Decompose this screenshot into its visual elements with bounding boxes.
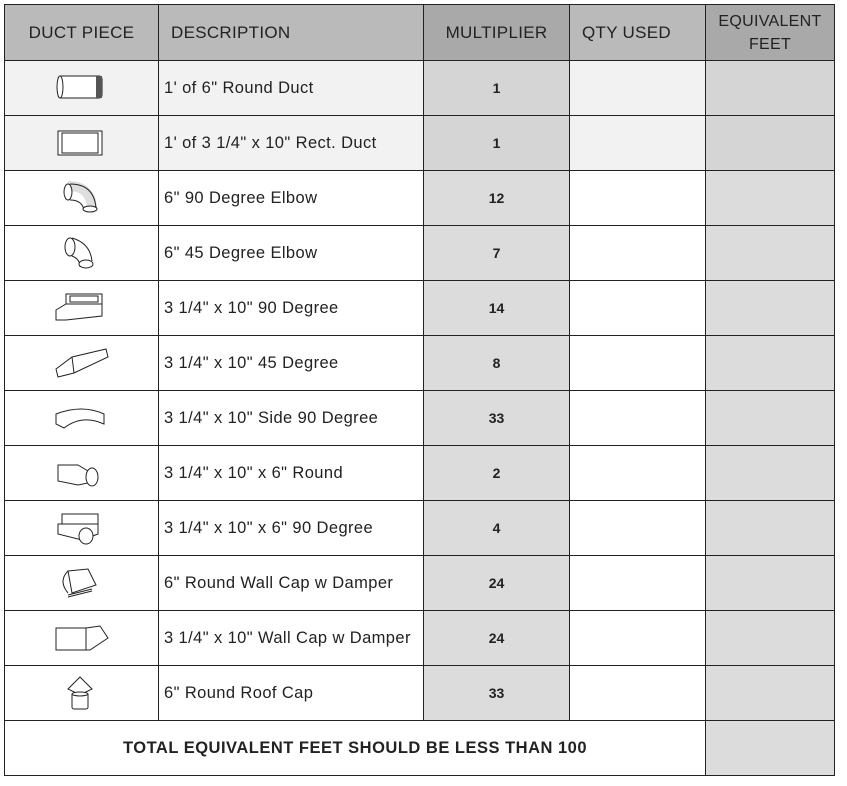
duct-piece-cell [5,171,159,226]
table-row [5,391,835,446]
duct-piece-cell [5,391,159,446]
total-equivalent-feet-cell[interactable] [706,721,835,776]
equivalent-feet-cell[interactable] [706,336,835,391]
description-cell: 6" 90 Degree Elbow [159,171,424,226]
table-row [5,116,835,171]
multiplier-cell: 24 [424,611,570,666]
multiplier-cell: 8 [424,336,570,391]
equivalent-feet-cell[interactable] [706,611,835,666]
table-row [5,556,835,611]
header-equivalent-feet [706,5,835,61]
description-cell: 3 1/4" x 10" Wall Cap w Damper [159,611,424,666]
equivalent-feet-cell[interactable] [706,61,835,116]
equivalent-feet-cell[interactable] [706,226,835,281]
qty-used-cell[interactable] [570,336,706,391]
rect-elbow-45-icon [52,354,112,371]
header-equivalent-line2: FEET [748,35,792,53]
equivalent-feet-cell[interactable] [706,391,835,446]
rect-elbow-90-icon [52,299,112,316]
duct-piece-cell [5,336,159,391]
description-cell: 6" 45 Degree Elbow [159,226,424,281]
equivalent-feet-cell[interactable] [706,446,835,501]
header-equivalent-line1: EQUIVALENT [718,12,822,30]
round-elbow-90-icon [52,189,112,206]
rect-duct-icon [52,134,112,151]
multiplier-cell: 2 [424,446,570,501]
header-duct-piece: DUCT PIECE [5,5,159,61]
description-cell: 3 1/4" x 10" x 6" Round [159,446,424,501]
duct-piece-cell [5,556,159,611]
multiplier-cell: 33 [424,666,570,721]
rect-to-round-90-icon [52,519,112,536]
multiplier-cell: 4 [424,501,570,556]
round-wall-cap-icon [52,574,112,591]
qty-used-cell[interactable] [570,666,706,721]
equivalent-feet-cell[interactable] [706,281,835,336]
duct-equivalent-table [4,4,835,776]
qty-used-cell[interactable] [570,281,706,336]
multiplier-cell: 1 [424,116,570,171]
qty-used-cell[interactable] [570,391,706,446]
equivalent-feet-cell[interactable] [706,171,835,226]
description-cell: 3 1/4" x 10" 90 Degree [159,281,424,336]
duct-piece-cell [5,666,159,721]
qty-used-cell[interactable] [570,61,706,116]
equivalent-feet-cell[interactable] [706,501,835,556]
multiplier-cell: 12 [424,171,570,226]
round-elbow-45-icon [52,244,112,261]
qty-used-cell[interactable] [570,171,706,226]
description-cell: 3 1/4" x 10" Side 90 Degree [159,391,424,446]
table-row [5,281,835,336]
rect-to-round-icon [52,464,112,481]
header-description: DESCRIPTION [159,5,424,61]
round-duct-icon [52,79,112,96]
duct-piece-cell [5,226,159,281]
table-row [5,171,835,226]
equivalent-feet-cell[interactable] [706,116,835,171]
qty-used-cell[interactable] [570,611,706,666]
header-multiplier: MULTIPLIER [424,5,570,61]
duct-piece-cell [5,61,159,116]
description-cell: 6" Round Wall Cap w Damper [159,556,424,611]
header-qty-used: QTY USED [570,5,706,61]
table-row [5,336,835,391]
multiplier-cell: 7 [424,226,570,281]
header-row [5,5,835,61]
description-cell: 3 1/4" x 10" x 6" 90 Degree [159,501,424,556]
table-row [5,226,835,281]
qty-used-cell[interactable] [570,556,706,611]
equivalent-feet-cell[interactable] [706,556,835,611]
table-row [5,61,835,116]
rect-side-elbow-icon [52,409,112,426]
description-cell: 3 1/4" x 10" 45 Degree [159,336,424,391]
total-label: TOTAL EQUIVALENT FEET SHOULD BE LESS THAN 100 [5,721,706,776]
multiplier-cell: 24 [424,556,570,611]
qty-used-cell[interactable] [570,116,706,171]
description-cell: 1' of 6" Round Duct [159,61,424,116]
description-cell: 6" Round Roof Cap [159,666,424,721]
roof-cap-icon [52,684,112,701]
total-row [5,721,835,776]
qty-used-cell[interactable] [570,446,706,501]
multiplier-cell: 14 [424,281,570,336]
duct-piece-cell [5,501,159,556]
qty-used-cell[interactable] [570,226,706,281]
table-row [5,501,835,556]
qty-used-cell[interactable] [570,501,706,556]
duct-piece-cell [5,281,159,336]
duct-piece-cell [5,611,159,666]
equivalent-feet-cell[interactable] [706,666,835,721]
multiplier-cell: 1 [424,61,570,116]
table-row [5,611,835,666]
duct-piece-cell [5,446,159,501]
multiplier-cell: 33 [424,391,570,446]
rect-wall-cap-icon [52,629,112,646]
table-row [5,666,835,721]
table-row [5,446,835,501]
description-cell: 1' of 3 1/4" x 10" Rect. Duct [159,116,424,171]
duct-piece-cell [5,116,159,171]
